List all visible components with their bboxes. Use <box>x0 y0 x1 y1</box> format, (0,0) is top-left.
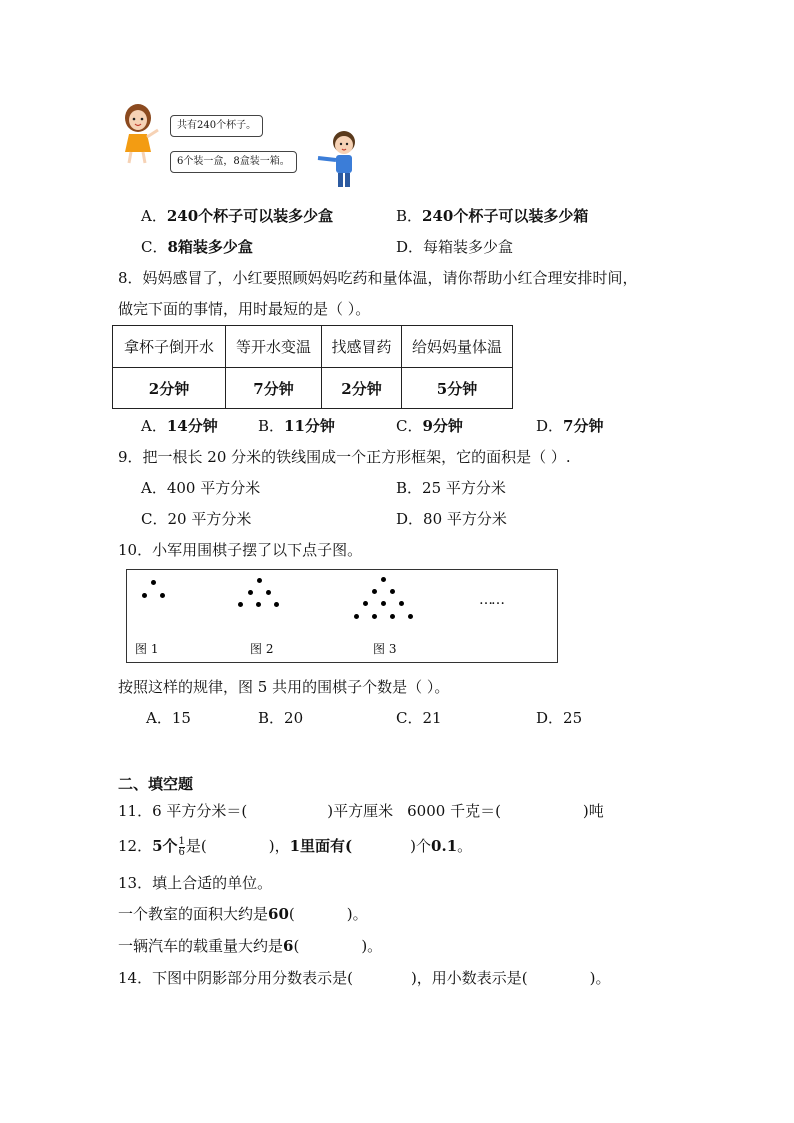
dot <box>372 614 377 619</box>
dot <box>257 578 262 583</box>
q13-stem: 13．填上合适的单位。 <box>118 874 273 892</box>
table-value-cell: 5分钟 <box>402 368 513 409</box>
q8-option-a: A．14分钟 <box>141 417 218 435</box>
girl-speech-bubble: 共有240个杯子。 <box>170 115 263 137</box>
dot-pattern-figure <box>126 569 558 663</box>
q7-option-c: C．8箱装多少盒 <box>141 238 253 256</box>
dot <box>372 589 377 594</box>
dot <box>248 590 253 595</box>
dot <box>238 602 243 607</box>
q9-option-c: C．20 平方分米 <box>141 510 252 528</box>
q9-stem: 9．把一根长 20 分米的铁线围成一个正方形框架，它的面积是（ ）. <box>118 448 571 466</box>
q12-line: 12．5个 $\frac{1}{6}$ 是( )，1里面有( )个0.1。 <box>118 835 473 858</box>
dot <box>160 593 165 598</box>
q8-option-b: B．11分钟 <box>258 417 335 435</box>
dot <box>390 614 395 619</box>
dot <box>363 601 368 606</box>
boy-illustration <box>312 128 364 192</box>
q10-option-a: A．15 <box>146 709 191 727</box>
table-value-cell: 7分钟 <box>226 368 322 409</box>
q8-stem-line1: 8．妈妈感冒了，小红要照顾妈妈吃药和量体温，请你帮助小红合理安排时间， <box>118 269 638 287</box>
dot <box>399 601 404 606</box>
table-header-cell: 给妈妈量体温 <box>402 326 513 368</box>
table-header-cell: 等开水变温 <box>226 326 322 368</box>
q8-option-d: D．7分钟 <box>536 417 604 435</box>
q10-stem: 10．小军用围棋子摆了以下点子图。 <box>118 541 363 559</box>
section-title: 二、填空题 <box>118 775 194 793</box>
table-header-cell: 拿杯子倒开水 <box>113 326 226 368</box>
dot <box>381 577 386 582</box>
girl-illustration <box>118 100 162 166</box>
dot <box>381 601 386 606</box>
q11-line: 11．6 平方分米＝( )平方厘米 6000 千克＝( )吨 <box>118 802 604 820</box>
q7-option-a: A．240个杯子可以装多少盒 <box>141 207 334 225</box>
q10-option-c: C．21 <box>396 709 442 727</box>
table-header-cell: 找感冒药 <box>322 326 402 368</box>
dot <box>274 602 279 607</box>
figure-label: 图 2 <box>250 642 274 656</box>
dot <box>142 593 147 598</box>
table-value-cell: 2分钟 <box>322 368 402 409</box>
q8-task-table <box>112 325 513 409</box>
ellipsis-mark: …… <box>479 592 503 608</box>
q8-option-c: C．9分钟 <box>396 417 463 435</box>
boy-speech-bubble: 6个装一盒，8盒装一箱。 <box>170 151 297 173</box>
table-value-cell: 2分钟 <box>113 368 226 409</box>
dot <box>151 580 156 585</box>
q8-stem-line2: 做完下面的事情，用时最短的是（ ）。 <box>118 300 371 318</box>
q7-option-d: D．每箱装多少盒 <box>396 238 514 256</box>
dot <box>266 590 271 595</box>
q9-option-b: B．25 平方分米 <box>396 479 506 497</box>
q14-line: 14．下图中阴影部分用分数表示是( )，用小数表示是( )。 <box>118 969 611 987</box>
figure-label: 图 3 <box>373 642 397 656</box>
q10-option-d: D．25 <box>536 709 583 727</box>
q7-option-b: B．240个杯子可以装多少箱 <box>396 207 589 225</box>
q13-line2: 一辆汽车的载重量大约是6( )。 <box>118 937 383 955</box>
q10-question: 按照这样的规律，图 5 共用的围棋子个数是（ ）。 <box>118 678 450 696</box>
q9-option-a: A．400 平方分米 <box>141 479 261 497</box>
q10-option-b: B．20 <box>258 709 304 727</box>
q13-line1: 一个教室的面积大约是60( )。 <box>118 905 368 923</box>
fraction: $\frac{1}{6}$ <box>178 835 185 858</box>
dot <box>408 614 413 619</box>
q9-option-d: D．80 平方分米 <box>396 510 507 528</box>
dot <box>390 589 395 594</box>
figure-label: 图 1 <box>135 642 159 656</box>
dot <box>354 614 359 619</box>
dot <box>256 602 261 607</box>
